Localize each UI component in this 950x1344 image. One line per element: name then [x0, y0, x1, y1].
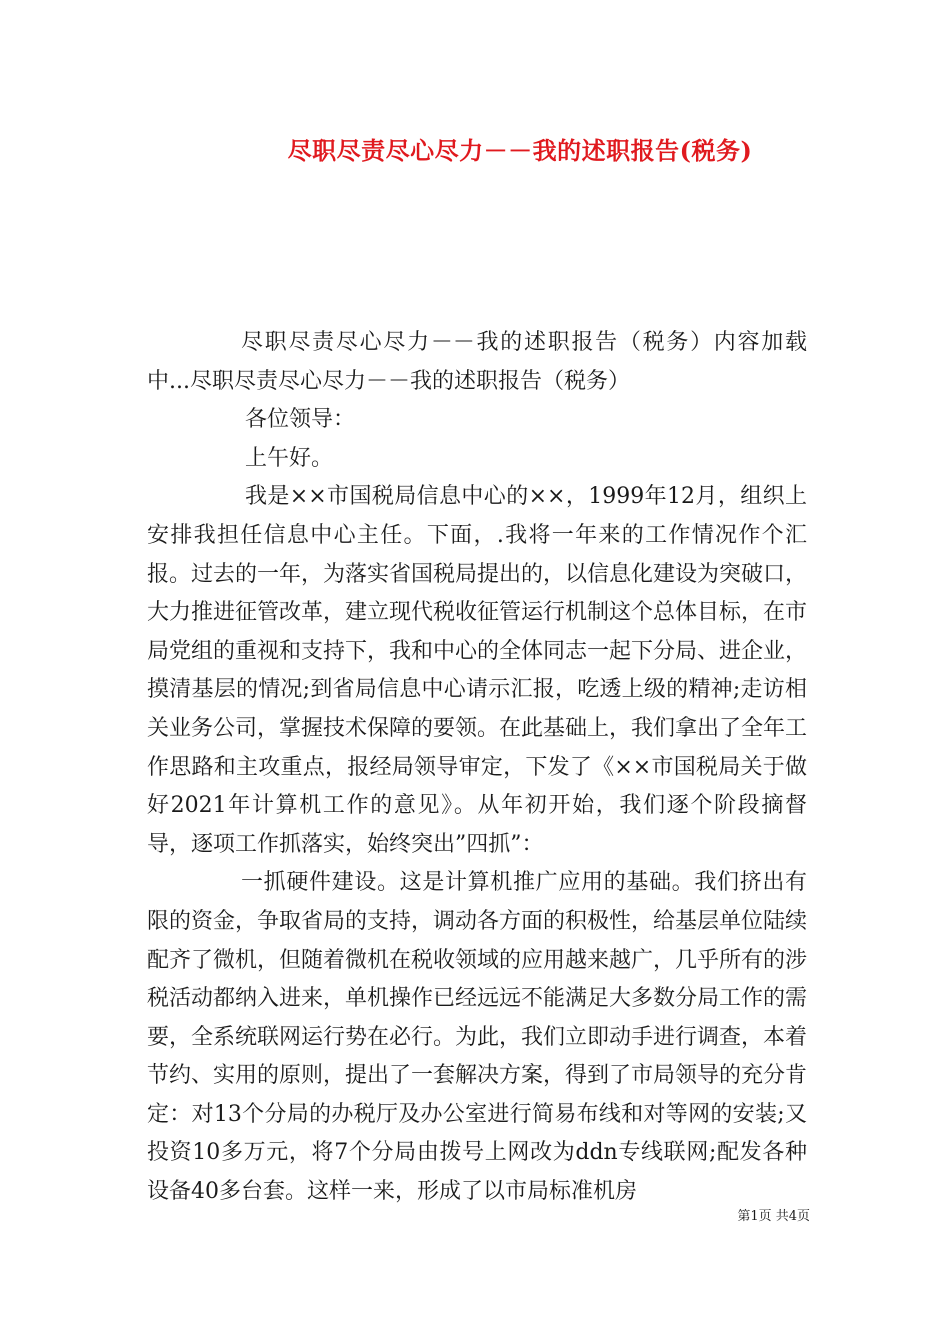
body-paragraph: 我是××市国税局信息中心的××，1999年12月，组织上安排我担任信息中心主任。下面，.我将一年来的工作情况作个汇报。过去的一年，为落实省国税局提出的，以信息化建设为突破口，大力推进征管改革，建立现代税收征管运行机制这个总体目标，在市局党组的重视和支持下，我和中心的全体同志一起下分局、进企业，摸清基层的情况;到省局信息中心请示汇报，吃透上级的精神;走访相关业务公司，掌握技术保障的要领。在此基础上，我们拿出了全年工作思路和主攻重点，报经局领导审定，下发了《××市国税局关于做好2021年计算机工作的意见》。从年初开始，我们逐个阶段摘督导，逐项工作抓落实，始终突出”四抓”： [147, 484, 808, 857]
salutation: 各位领导： [245, 407, 356, 433]
body-paragraph: 一抓硬件建设。这是计算机推广应用的基础。我们挤出有限的资金，争取省局的支持，调动各方面的积极性，给基层单位陆续配齐了微机，但随着微机在税收领域的应用越来越广，几乎所有的涉税活动都纳入进来，单机操作已经远远不能满足大多数分局工作的需要，全系统联网运行势在必行。为此，我们立即动手进行调查，本着节约、实用的原则，提出了一套解决方案，得到了市局领导的充分肯定：对13个分局的办税厅及办公室进行简易布线和对等网的安装;又投资10多万元，将7个分局由拨号上网改为ddn专线联网;配发各种设备40多台套。这样一来，形成了以市局标准机房 [147, 870, 808, 1205]
document-body [147, 324, 807, 1212]
page-footer: 第1页 共4页 [737, 1209, 810, 1224]
document-title: 尽职尽责尽心尽力－－我的述职报告(税务) [287, 136, 753, 165]
intro-paragraph: 尽职尽责尽心尽力－－我的述职报告（税务）内容加载中...尽职尽责尽心尽力－－我的述职报告（税务） [147, 330, 807, 394]
greeting: 上午好。 [245, 445, 334, 471]
